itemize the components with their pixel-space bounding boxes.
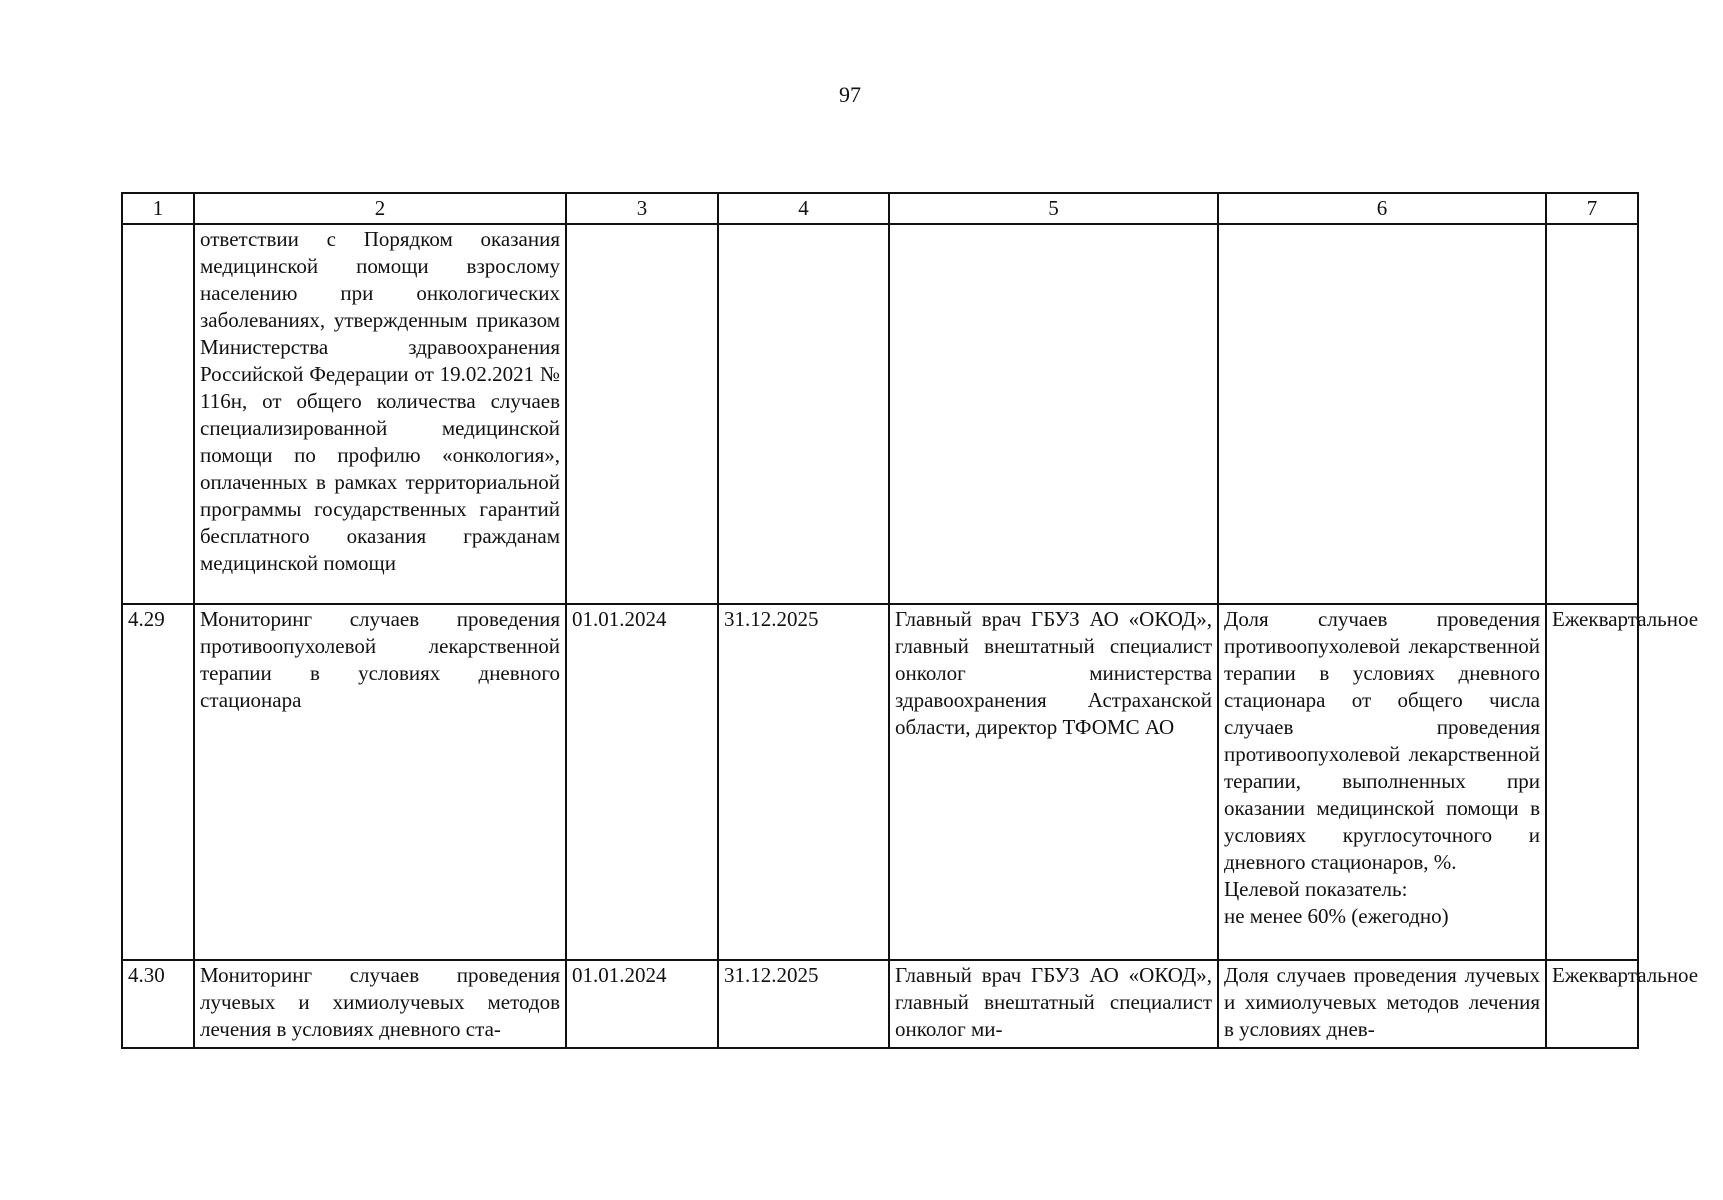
cell-num: [122, 224, 194, 604]
cell-end: 31.12.2025: [718, 960, 889, 1048]
header-col-3: 3: [566, 193, 718, 224]
plan-table: [121, 192, 1699, 1049]
header-row: [122, 193, 1638, 224]
header-col-6: 6: [1218, 193, 1546, 224]
header-col-7: 7: [1546, 193, 1638, 224]
header-col-4: 4: [718, 193, 889, 224]
header-col-5: 5: [889, 193, 1218, 224]
table-row-continued: [122, 224, 1638, 604]
table-row: [122, 960, 1638, 1048]
target-value: не менее 60% (ежегодно): [1224, 904, 1449, 928]
cell-responsible: [889, 224, 1218, 604]
cell-measure: Мониторинг случаев проведения лучевых и химиолучевых методов лечения в условиях дневного ста-: [194, 960, 566, 1048]
table-row: [122, 604, 1638, 960]
cell-num: 4.29: [122, 604, 194, 960]
header-col-1: 1: [122, 193, 194, 224]
cell-num: 4.30: [122, 960, 194, 1048]
cell-measure: ответствии с Порядком оказания медицинской помощи взрослому населению при онкологических заболеваниях, утвержденным приказом Министерства здравоохранения Российской Федерации от 19.02.2021 № 116н, от общего количества случаев специализированной медицинской помощи по профилю «онкология», оплаченных в рамках территориальной программы государственных гарантий бесплатного оказания гражданам медицинской помощи: [194, 224, 566, 604]
target-label: Целевой показатель:: [1224, 877, 1408, 901]
cell-responsible: Главный врач ГБУЗ АО «ОКОД», главный внештатный специалист онколог министерства здравоохранения Астраханской области, директор ТФОМС АО: [889, 604, 1218, 960]
cell-responsible: Главный врач ГБУЗ АО «ОКОД», главный внештатный специалист онколог ми-: [889, 960, 1218, 1048]
cell-start: 01.01.2024: [566, 604, 718, 960]
cell-end: [718, 224, 889, 604]
cell-indicator: [1218, 224, 1546, 604]
page-number: 97: [839, 82, 861, 107]
cell-frequency: Ежеквартальное: [1546, 960, 1638, 1048]
cell-end: 31.12.2025: [718, 604, 889, 960]
cell-indicator: [1218, 604, 1546, 960]
cell-start: [566, 224, 718, 604]
cell-frequency: [1546, 224, 1638, 604]
cell-frequency: Ежеквартальное: [1546, 604, 1638, 960]
cell-measure: Мониторинг случаев проведения противоопухолевой лекарственной терапии в условиях дневного стационара: [194, 604, 566, 960]
cell-indicator: Доля случаев проведения лучевых и химиолучевых методов лечения в условиях днев-: [1218, 960, 1546, 1048]
header-col-2: 2: [194, 193, 566, 224]
indicator-text: Доля случаев проведения противоопухолевой лекарственной терапии в условиях дневного стационара от общего числа случаев проведения противоопухолевой лекарственной терапии, выполненных при оказании медицинской помощи в условиях круглосуточного и дневного стационаров, %.: [1224, 607, 1540, 874]
cell-start: 01.01.2024: [566, 960, 718, 1048]
